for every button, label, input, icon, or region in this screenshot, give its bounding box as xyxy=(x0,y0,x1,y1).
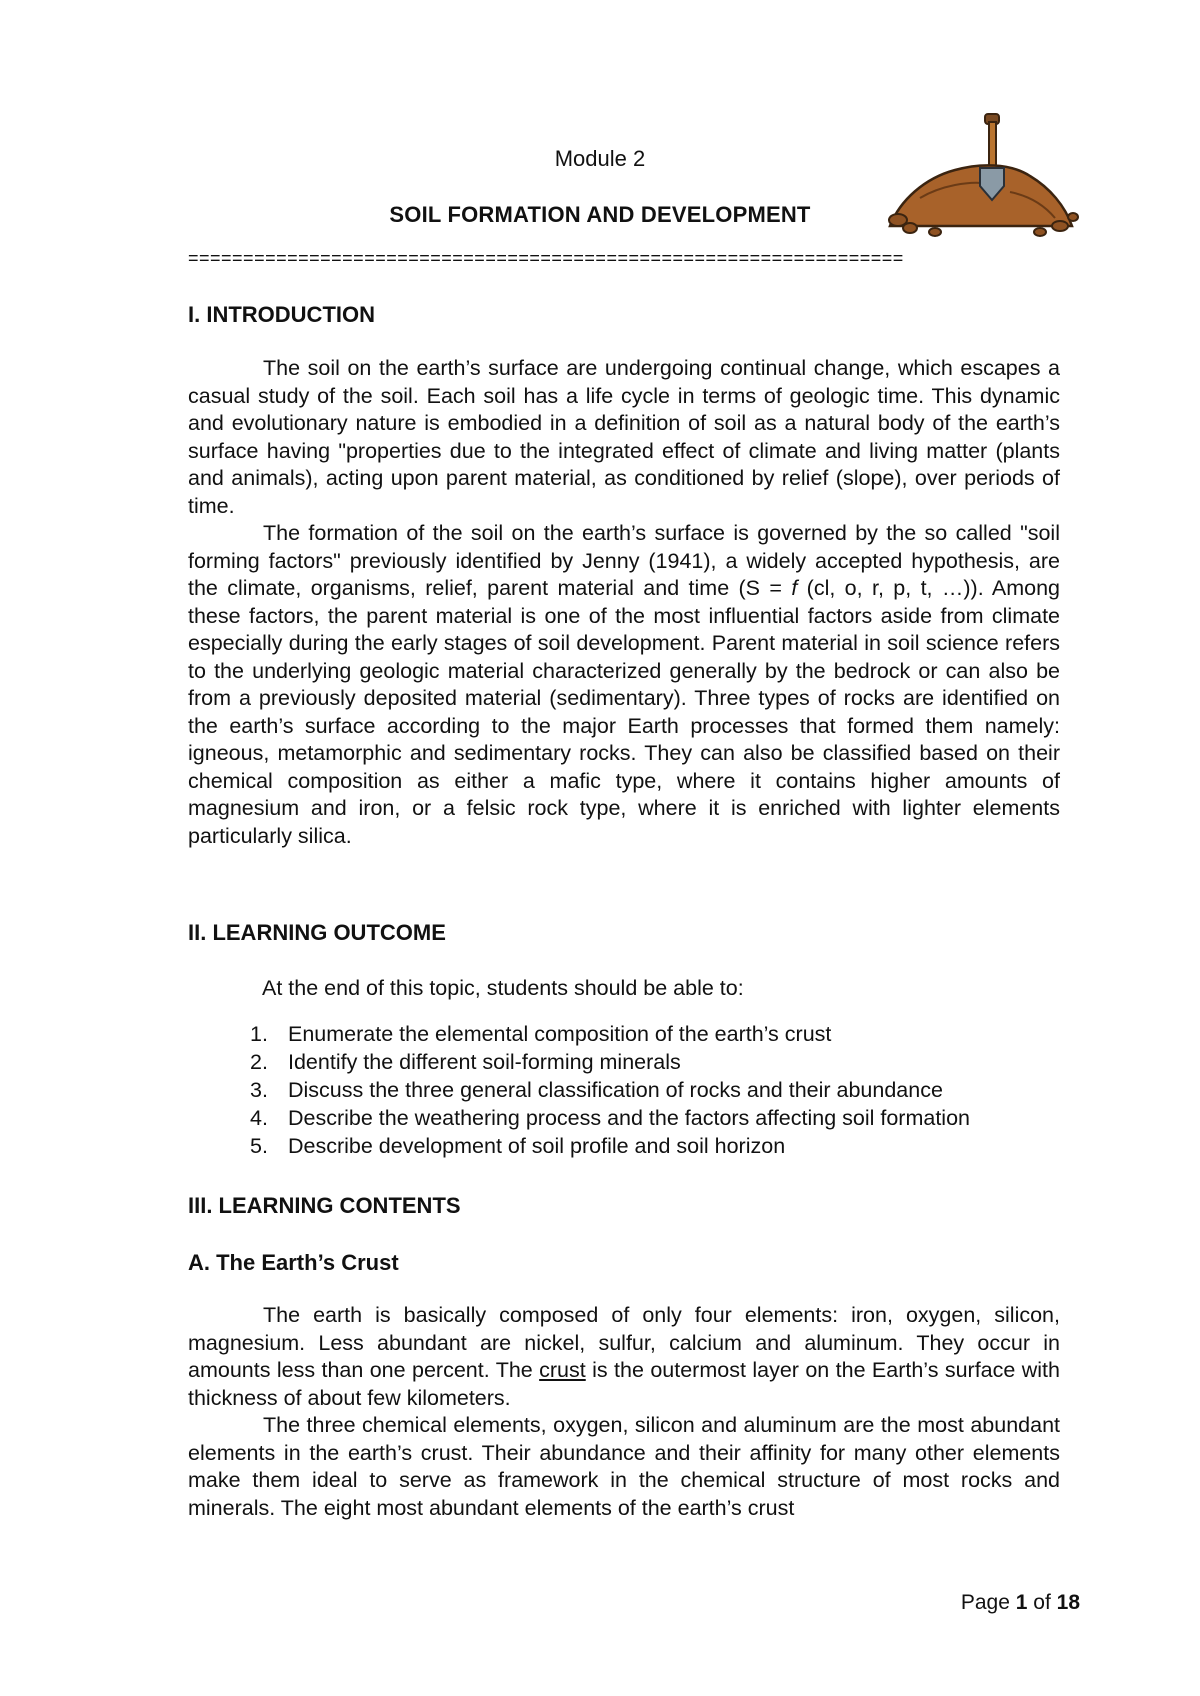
list-item: 1. Enumerate the elemental composition of the earth’s crust xyxy=(250,1022,832,1046)
list-item: 2. Identify the different soil-forming minerals xyxy=(250,1050,681,1074)
list-item: 4. Describe the weathering process and the factors affecting soil formation xyxy=(250,1106,970,1130)
section-heading-introduction: I. INTRODUCTION xyxy=(188,302,375,327)
list-item: 3. Discuss the three general classification of rocks and their abundance xyxy=(250,1078,943,1102)
module-label: Module 2 xyxy=(554,146,646,171)
section-heading-learning-outcome: II. LEARNING OUTCOME xyxy=(188,920,446,945)
page-number: Page 1 of 18 xyxy=(960,1591,1080,1614)
earths-crust-paragraph-2: The three chemical elements, oxygen, silicon and aluminum are the most abundant elements in the earth’s crust. Their abundance and their affinity for many other elements make them ideal to serve as framework in the chemical structure of most rocks and minerals. The eight most abundant elements of the earth’s crust xyxy=(188,1413,1060,1520)
introduction-paragraph-2: The formation of the soil on the earth’s surface is governed by the so called "soil forming factors" previously identified by Jenny (1941), a widely accepted hypothesis, are the climate, organisms, relief, parent material and time (S = f (cl, o, r, p, t, …)). Among these factors, the parent material is one of the most influential factors aside from climate especially during the early stages of soil development. Parent material in soil science refers to the underlying geologic material characterized generally by the bedrock or can also be from a previously deposited material (sedimentary). Three types of rocks are identified on the earth’s surface according to the major Earth processes that formed them namely: igneous, metamorphic and sedimentary rocks. They can also be classified based on their chemical composition as either a mafic type, where it contains higher amounts of magnesium and iron, or a felsic rock type, where it is enriched with lighter elements particularly silica. xyxy=(188,521,1060,848)
introduction-paragraph-1: The soil on the earth’s surface are undergoing continual change, which escapes a casual study of the soil. Each soil has a life cycle in terms of geologic time. This dynamic and evolutionary nature is embodied in a definition of soil as a natural body of the earth’s surface having "properties due to the integrated effect of climate and living matter (plants and animals), acting upon parent material, as conditioned by relief (slope), over periods of time. xyxy=(188,356,1060,518)
learning-outcome-list xyxy=(250,1020,970,1160)
list-item: 5. Describe development of soil profile and soil horizon xyxy=(250,1134,786,1158)
learning-outcome-lead: At the end of this topic, students should be able to: xyxy=(262,976,744,1000)
earths-crust-text xyxy=(188,1302,1060,1522)
section-heading-learning-contents: III. LEARNING CONTENTS xyxy=(188,1193,461,1218)
soil-pile-with-shovel-icon xyxy=(880,108,1080,238)
earths-crust-paragraph-1: The earth is basically composed of only four elements: iron, oxygen, silicon, magnesium. Less abundant are nickel, sulfur, calcium and aluminum. They occur in amounts less than one percent. The crust is the outermost layer on the Earth’s surface with thickness of about few kilometers. xyxy=(188,1303,1060,1410)
document-title: SOIL FORMATION AND DEVELOPMENT xyxy=(389,202,811,227)
subheading-earths-crust: A. The Earth’s Crust xyxy=(188,1250,399,1275)
introduction-text xyxy=(188,355,1060,850)
title-divider: ================================================================= xyxy=(188,248,904,268)
